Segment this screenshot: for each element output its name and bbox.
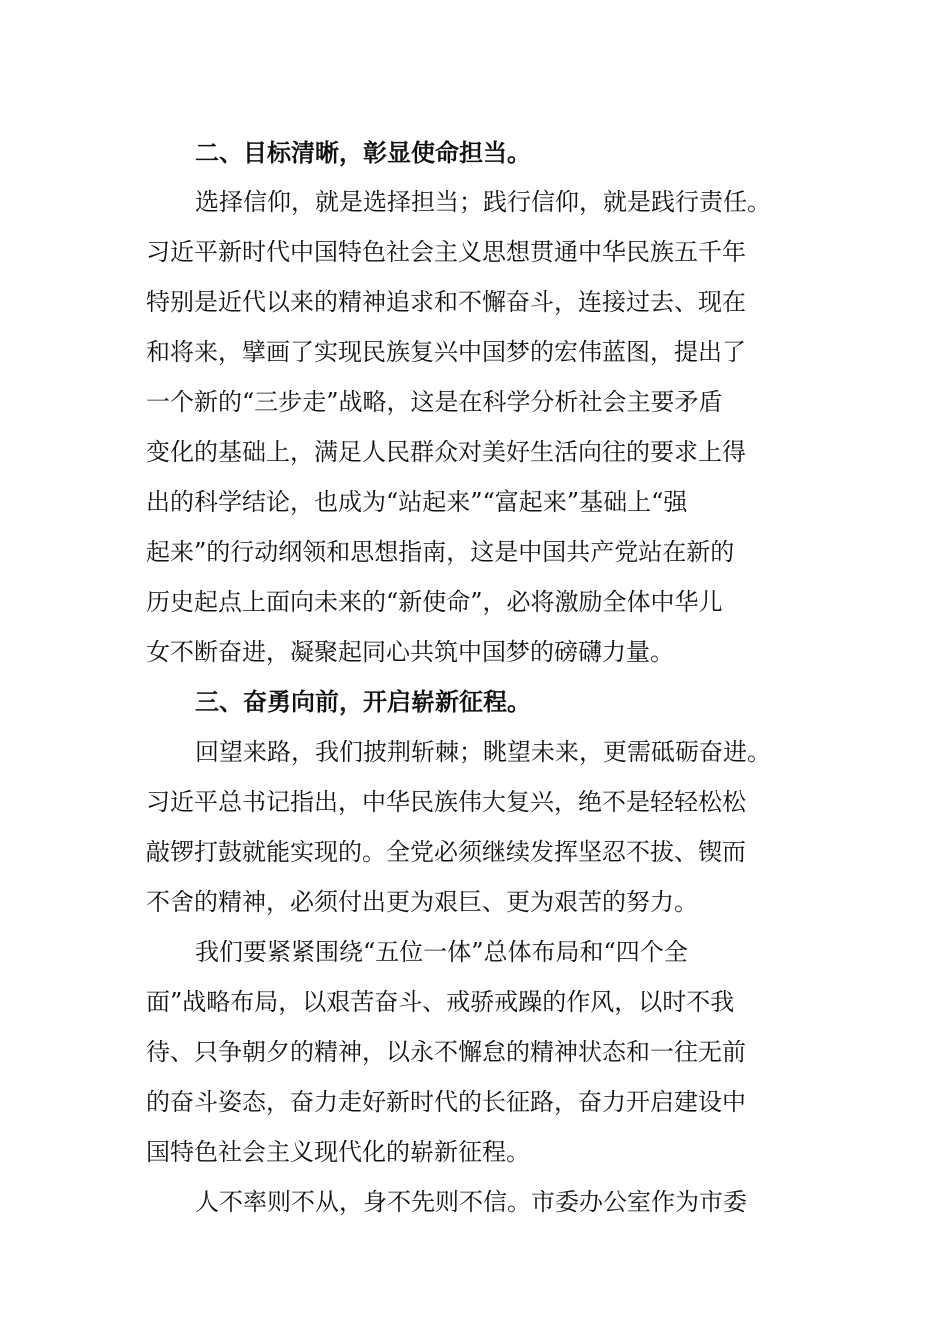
text-line: 一个新的“三步走”战略，这是在科学分析社会主要矛盾: [146, 388, 723, 416]
text-line: 习近平新时代中国特色社会主义思想贯通中华民族五千年: [146, 238, 746, 266]
text-line: 变化的基础上，满足人民群众对美好生活向往的要求上得: [146, 438, 746, 466]
paragraph-line: [0, 582, 950, 622]
paragraph-line: [0, 832, 950, 872]
text-line: 敲锣打鼓就能实现的。全党必须继续发挥坚忍不拔、锲而: [146, 838, 746, 866]
paragraph-line: [0, 1082, 950, 1122]
paragraph-line: [0, 1182, 950, 1222]
text-line: 待、只争朝夕的精神，以永不懈怠的精神状态和一往无前: [146, 1038, 746, 1066]
text-line: 习近平总书记指出，中华民族伟大复兴，绝不是轻轻松松: [146, 788, 746, 816]
text-line: 和将来，擘画了实现民族复兴中国梦的宏伟蓝图，提出了: [146, 338, 746, 366]
text-line: 国特色社会主义现代化的崭新征程。: [146, 1138, 530, 1166]
text-line: 回望来路，我们披荆斩棘；眺望未来，更需砥砺奋进。: [195, 738, 771, 766]
text-line: 历史起点上面向未来的“新使命”，必将激励全体中华儿: [146, 588, 723, 616]
text-line: 的奋斗姿态，奋力走好新时代的长征路，奋力开启建设中: [146, 1088, 746, 1116]
paragraph-line: [0, 182, 950, 222]
text-line: 不舍的精神，必须付出更为艰巨、更为艰苦的努力。: [146, 888, 698, 916]
paragraph-line: [0, 432, 950, 472]
paragraph-line: [0, 232, 950, 272]
paragraph-line: [0, 1032, 950, 1072]
section-heading: [0, 682, 950, 722]
paragraph-line: [0, 732, 950, 772]
paragraph-line: [0, 1132, 950, 1172]
text-line: 选择信仰，就是选择担当；践行信仰，就是践行责任。: [195, 188, 771, 216]
paragraph-line: [0, 632, 950, 672]
text-line: 起来”的行动纲领和思想指南，这是中国共产党站在新的: [146, 538, 735, 566]
section-heading-text: 三、奋勇向前，开启崭新征程。: [195, 688, 531, 716]
paragraph-line: [0, 482, 950, 522]
section-heading-text: 二、目标清晰，彰显使命担当。: [195, 139, 531, 167]
paragraph-line: [0, 282, 950, 322]
paragraph-line: [0, 382, 950, 422]
text-line: 特别是近代以来的精神追求和不懈奋斗，连接过去、现在: [146, 288, 746, 316]
paragraph-line: [0, 932, 950, 972]
text-line: 面”战略布局，以艰苦奋斗、戒骄戒躁的作风，以时不我: [146, 988, 735, 1016]
paragraph-line: [0, 882, 950, 922]
paragraph-line: [0, 532, 950, 572]
text-line: 人不率则不从，身不先则不信。市委办公室作为市委: [195, 1188, 747, 1216]
section-heading: [0, 133, 950, 173]
text-line: 女不断奋进，凝聚起同心共筑中国梦的磅礴力量。: [146, 638, 674, 666]
text-line: 出的科学结论，也成为“站起来”“富起来”基础上“强: [146, 488, 688, 516]
text-line: 我们要紧紧围绕“五位一体”总体布局和“四个全: [195, 938, 688, 966]
paragraph-line: [0, 982, 950, 1022]
paragraph-line: [0, 332, 950, 372]
paragraph-line: [0, 782, 950, 822]
